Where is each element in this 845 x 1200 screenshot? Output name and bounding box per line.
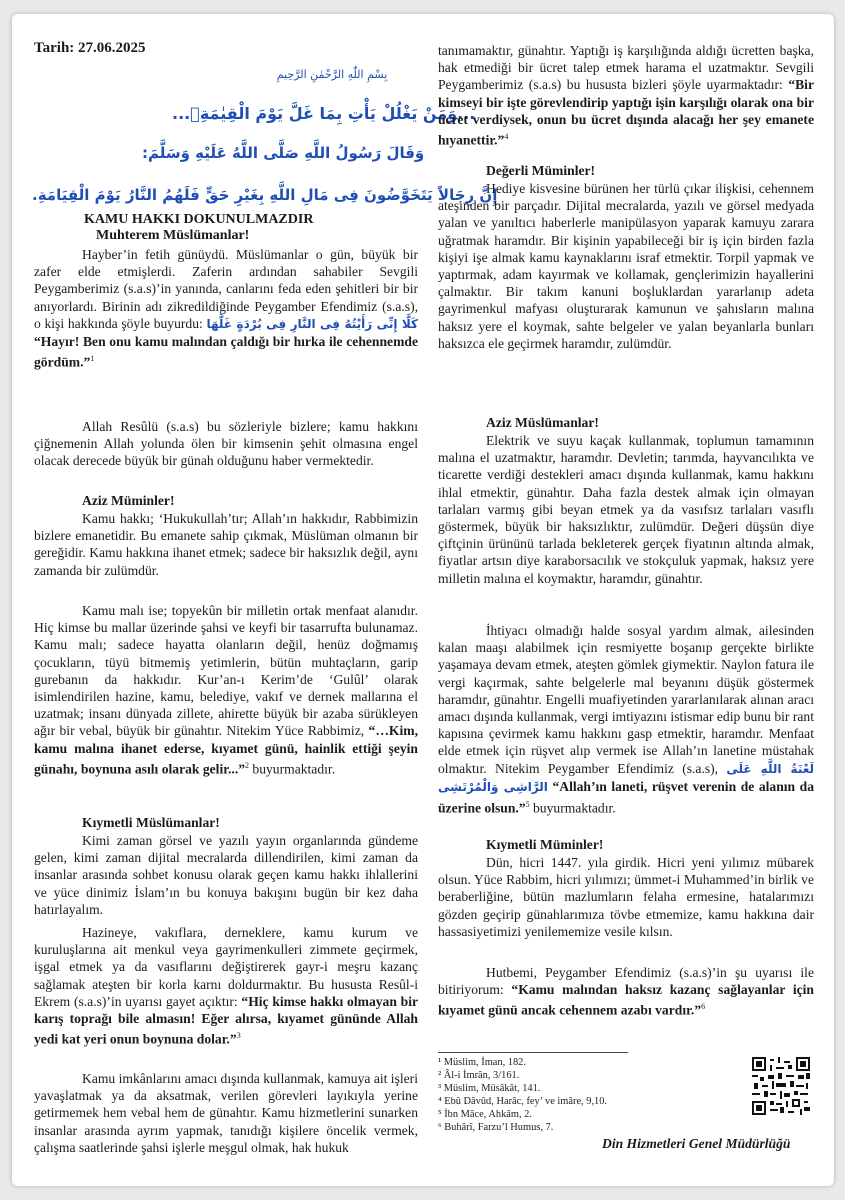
paragraph-4: [34, 602, 418, 778]
paragraph-11: [438, 622, 814, 817]
footnote-5: ⁵ İbn Mâce, Ahkâm, 2.: [438, 1109, 532, 1120]
footnote-ref: 1: [90, 354, 95, 364]
paragraph-12: Dün, hicri 1447. yıla girdik. Hicri yeni yılımız mübarek olsun. Yüce Rabbim, hicri yılımızı; ümmet-i Muhammed’in birlik ve beraberliğine, bütün mazlumların felaha ermesine, hatalarımızı gözden geçirip günahlarımıza tövbe etmemize, kamu hakkına dair hassasiyetimizi yenilememize vesile kılsın.: [438, 855, 814, 939]
paragraph-5: Kimi zaman görsel ve yazılı yayın organlarında gündeme gelen, kimi zaman dijital mecralarda dillendirilen, kimi zaman da insanlar arasında sohbet konusu olarak geçen kamu hakkı ihlallerini ve yüce dinimiz İslam’ın bu konuya bakışını bugün bir kez daha hatırlayalım.: [34, 833, 418, 917]
p6-quote: “Hiç kimse hakkı olmayan bir karış toprağı bile almasın! Eğer alırsa, kıyamet gününde Allah yedi kat yeri onun boynuna dolar.”: [34, 993, 419, 1047]
hadith-intro: وَقَالَ رَسُولُ اللَّهِ صَلَّى اللَّهُ عَلَيْهِ وَسَلَّمَ:: [142, 144, 425, 162]
hadith-text: إِنَّ رِجَالاً يَتَخَوَّضُونَ فِى مَالِ اللَّهِ بِغَيْرِ حَقٍّ فَلَهُمُ النَّارُ يَوْمَ الْقِيَامَةِ.: [32, 186, 498, 204]
p1-quote: “Hayır! Ben onu kamu malından çaldığı bir hırka ile cehennemde gördüm.”: [34, 334, 418, 370]
basmala-calligraphy: بِسْمِ اللّٰهِ الرَّحْمٰنِ الرَّحِيمِ: [276, 68, 388, 81]
heading-kiymetli-muminler: Kıymetli Müminler!: [486, 837, 604, 852]
title-text: KAMU HAKKI DOKUNULMAZDIR: [84, 212, 314, 227]
p11-end: buyurmaktadır.: [529, 800, 616, 816]
p13-text: Hutbemi, Peygamber Efendimiz (s.a.s)’in şu uyarısı ile bitiriyorum:: [438, 965, 814, 998]
heading-degerli-muminler: Değerli Müminler!: [486, 163, 596, 178]
sermon-title: [84, 212, 313, 244]
footnote-1: ¹ Müslim, İman, 182.: [438, 1057, 526, 1068]
p4-end: buyurmaktadır.: [249, 761, 336, 777]
footnote-ref: 6: [701, 1002, 706, 1012]
signature: Din Hizmetleri Genel Müdürlüğü: [602, 1136, 791, 1151]
heading-aziz-muslumanlar: Aziz Müslümanlar!: [486, 415, 599, 430]
heading-aziz-mu-minler: Aziz Müminler!: [82, 493, 175, 508]
footnote-3: ³ Müslim, Müsâkât, 141.: [438, 1083, 541, 1094]
greeting: Muhterem Müslümanlar!: [96, 228, 250, 243]
paragraph-10: Elektrik ve suyu kaçak kullanmak, toplumun tamamının malına el uzatmaktır, haramdır. Devletin; tarımda, hayvancılıkta ve ticarette verdiği destekleri amacı dışında kullanmak, kamu hakkını ihlal etmektir, günahtır. Daha fazla destek almak için olmayan tarlaları varmış gibi beyan etmek ya da vasıfsız tarlaları vasıflı göstermek, büyük bir haksızlıktır, zulümdür. Değeri düşsün diye çiftçinin ürününü tarlada bekleterek gerçek fiyatının altında almak, fiyatlar artsın diye karaborsacılık ve stokçuluk yapmak, haksız yere milletin malına el koymaktır, haramdır, günahtır.: [438, 433, 814, 586]
paragraph-13: [438, 964, 814, 1019]
paragraph-3: Kamu hakkı; ‘Hukukullah’tır; Allah’ın hakkıdır, Rabbimizin bizlere emanetidir. Bu emanete sahip çıkmak, Müslüman olmanın bir gereğidir. Kamu hakkına ihanet etmek; sadece bir haksızlık değil, aynı zamanda bir zulümdür.: [34, 511, 418, 578]
p4-quote: “…Kim, kamu malına ihanet ederse, kıyamet günü, hainlik ettiği şeyin günahı, boynuna asılı olarak gelir...”: [34, 723, 418, 777]
paragraph-7: Kamu imkânlarını amacı dışında kullanmak, kamuya ait işleri yavaşlatmak ya da aksatmak, verilen görevleri layıkıyla yerine getirmemek hem vebal hem de günahtır. Kamu hizmetlerini sunarken insanlar arasında ayrım yapmak, tanıdığı kişilere öncelik vermek, çalışma saatlerinde şahsi işlerle meşgul olmak, hak hukuk: [34, 1071, 418, 1155]
footnote-6: ⁶ Buhârî, Farzu’l Humus, 7.: [438, 1122, 554, 1133]
sermon-page: [12, 14, 834, 1186]
paragraph-2: Allah Resûlü (s.a.s) bu sözleriyle bizlere; kamu hakkını çiğnemenin Allah yolunda ölen bir kimsenin şehit olmasına engel olacak derecede büyük bir günah olduğunu haber vermektedir.: [34, 419, 418, 469]
p11-arabic: لَعْنَةُ اللَّهِ عَلَى الرَّاشِى وَالْمُرْتَشِى: [438, 761, 814, 794]
footnote-divider: [438, 1052, 628, 1053]
p1-text: Hayber’in fetih günüydü. Müslümanlar o gün, büyük bir zafer elde etmişlerdi. Zaferin ardından sahabiler Sevgili Peygamberimiz (s.a.s)’in yanında, canlarını feda eden şehitleri bir bir anıyorlardı. Birinin adı zikredildiğinde Peygamber Efendimiz (s.a.s), o kişi hakkında şöyle buyurdu:: [34, 247, 418, 331]
p11-quote: “Allah’ın laneti, rüşvet verenin de alanın da üzerine olsun.”: [438, 778, 815, 816]
p11-text: İhtiyacı olmadığı halde sosyal yardım almak, ailesinden kalan maaşı alabilmek için resmiyette boşanıp gerçekte birlikte yaşamaya devam etmek, ateşten gömlek giymektir. Naylon fatura ile vergi kaçırmak, sahte belgelerle mal beyanını düşük göstermek haramdır, günahtır. Engelli muafiyetinden yararlanılarak alınan aracı amacı dışında kullanmak, vergi imtiyazını istismar edip bunu bir rant kapısına çevirmek kamu hakkını gasp etmektir, haramdır. Menfaat elde etmek için rüşvet alıp vermek ise Allah’ın lanetine müstahak olmaktır. Nitekim Peygamber Efendimiz (s.a.s),: [438, 623, 814, 776]
footnote-ref: 5: [525, 800, 530, 810]
qr-code-icon[interactable]: [752, 1057, 810, 1115]
date-label: Tarih: 27.06.2025: [34, 40, 146, 56]
paragraph-6: [34, 924, 418, 1048]
p8-text: tanımamaktır, günahtır. Yaptığı iş karşılığında aldığı ücretten başka, hak etmediği bir ücret talep etmek harama el uzatmaktır. Sevgili Peygamberimiz (s.a.s) bu hususta bizleri şöyle uyarmaktadır:: [438, 43, 814, 93]
quran-verse: ...وَمَنْ يَغْلُلْ يَأْتِ بِمَا غَلَّ يَوْمَ الْقِيٰمَةِۚ...: [172, 104, 476, 123]
p13-quote: “Kamu malından haksız kazanç sağlayanlar için kıyamet günü ancak cehennem azabı vardır.”: [438, 982, 814, 1018]
paragraph-1: [34, 246, 418, 371]
paragraph-9: Hediye kisvesine bürünen her türlü çıkar ilişkisi, cehennem ateşinden bir parçadır. Dijital mecralarda, yazılı ve görsel medyada yalan ve yanıltıcı haberlerle manipülasyon yaparak kamuyu zarara uğratmak haramdır. Bir kişinin yapabileceği bir iş için birden fazla kişiyi işe almak kamu kaynaklarını israf etmektir. Torpil yapmak ve yaptırmak, adam kayırmak ve kollamak, gençlerimizin hayallerini çalmaktır. Bir takım kanuni boşluklardan yararlanıp adeta gayrimenkul mafyası oluşturarak kamunun ve şahısların malına haksız yere el koymak, sahte belgeler ve yalan beyanlarla bunları haksızca ele geçirmek haramdır, zulümdür.: [438, 181, 814, 351]
footnote-ref: 2: [245, 760, 250, 770]
p4-text: Kamu malı ise; topyekûn bir milletin ortak menfaat alanıdır. Hiç kimse bu mallar üzerinde şahsi ve keyfi bir tasarrufta bulunamaz. Kamu malı; sadece hayatta olanların değil, henüz doğmamış çocukların, tüyü bitmemiş yetimlerin, bütün muhtaçların, garip gurebanın da hakkıdır. Kur’an-ı Kerim’de ‘Gulûl’ olarak isimlendirilen hazine, kamu, belediye, vakıf ve dernek mallarına el uzatmak; insanı dünyada zillete, ahirette büyük bir azaba sürükleyen ağır bir vebal, büyük bir günahtır. Nitekim Yüce Rabbimiz,: [34, 603, 418, 739]
p8-quote: “Bir kimseyi bir işte görevlendirip yaptığı işin karşılığı olarak ona bir ücret verdiysek, onun bu ücret dışında alacağı her şey emanete hıyanettir.”: [438, 77, 814, 148]
footnote-2: ² Âl-i İmrân, 3/161.: [438, 1070, 520, 1081]
footnote-ref: 4: [504, 132, 509, 142]
footnote-ref: 3: [236, 1031, 241, 1041]
p6-text: Hazineye, vakıflara, derneklere, kamu kurum ve kuruluşlarına ait menkul veya gayrimenkulleri zimmete geçirmek, işgal etmek ya da vasıflarını değiştirerek gayr-i meşru kazanç sağlamak ateşten bir korla karnı doldurmaktır. Bu hususta Resûl-i Ekrem (s.a.s)’in uyarısı gayet açıktır:: [34, 925, 418, 1009]
heading-kiymetli-muslumanlar: Kıymetli Müslümanlar!: [82, 815, 220, 830]
footnote-4: ⁴ Ebû Dâvûd, Harâc, fey’ ve imâre, 9,10.: [438, 1096, 608, 1107]
paragraph-8: [438, 42, 814, 149]
p1-arabic: كَلَّا إِنِّى رَأَيْتُهُ فِى النَّارِ فِى بُرْدَةٍ غَلَّهَا: [206, 316, 418, 331]
